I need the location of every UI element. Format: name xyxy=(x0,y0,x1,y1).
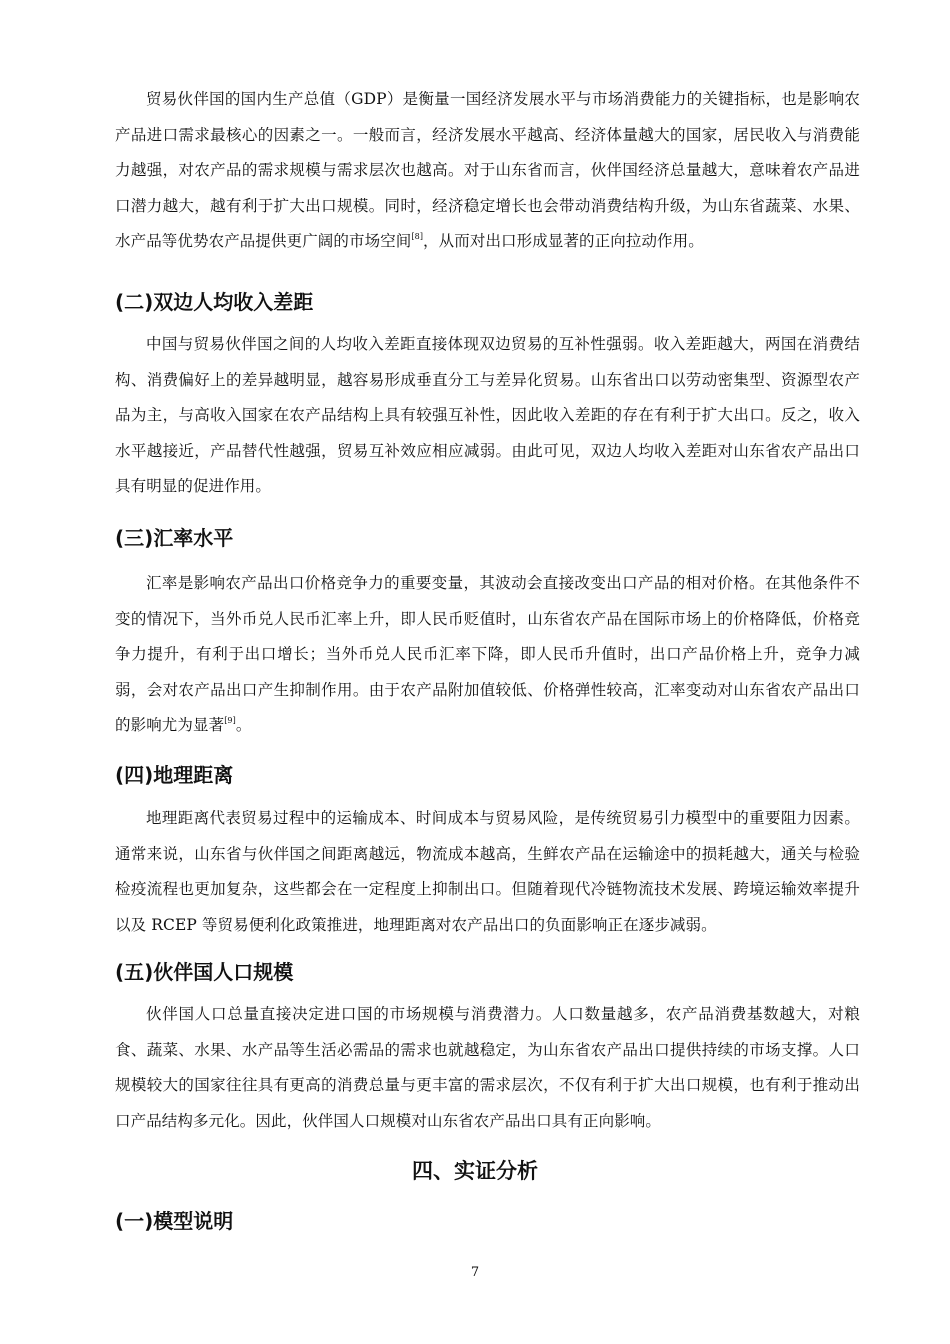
heading-income-gap: (二)双边人均收入差距 xyxy=(115,290,314,314)
heading-exchange-rate: (三)汇率水平 xyxy=(115,526,234,550)
paragraph-income-gap: 中国与贸易伙伴国之间的人均收入差距直接体现双边贸易的互补性强弱。收入差距越大，两国在消费结构、消费偏好上的差异越明显，越容易形成垂直分工与差异化贸易。山东省出口以劳动密集型、资源型农产品为主，与高收入国家在农产品结构上具有较强互补性，因此收入差距的存在有利于扩大出口。反之，收入水平越接近，产品替代性越强，贸易互补效应相应减弱。由此可见，双边人均收入差距对山东省农产品出口具有明显的促进作用。 xyxy=(115,335,860,496)
paragraph-gdp-text-end: ，从而对出口形成显著的正向拉动作用。 xyxy=(423,232,704,251)
heading-geographic-distance: (四)地理距离 xyxy=(115,763,234,787)
paragraph-gdp xyxy=(115,82,860,260)
paragraph-exchange-text: 汇率是影响农产品出口价格竞争力的重要变量，其波动会直接改变出口产品的相对价格。在其他条件不变的情况下，当外币兑人民币汇率上升，即人民币贬值时，山东省农产品在国际市场上的价格降低，价格竞争力提升，有利于出口增长；当外币兑人民币汇率下降，即人民币升值时，出口产品价格上升，竞争力减弱，会对农产品出口产生抑制作用。由于农产品附加值较低、价格弹性较高，汇率变动对山东省农产品出口的影响尤为显著 xyxy=(115,574,860,735)
paragraph-partner-population: 伙伴国人口总量直接决定进口国的市场规模与消费潜力。人口数量越多，农产品消费基数越大，对粮食、蔬菜、水果、水产品等生活必需品的需求也就越稳定，为山东省农产品出口提供持续的市场支撑。人口规模较大的国家往往具有更高的消费总量与更丰富的需求层次，不仅有利于扩大出口规模，也有利于推动出口产品结构多元化。因此，伙伴国人口规模对山东省农产品出口具有正向影响。 xyxy=(115,1005,860,1130)
paragraph-gdp-text: 贸易伙伴国的国内生产总值（GDP）是衡量一国经济发展水平与市场消费能力的关键指标，也是影响农产品进口需求最核心的因素之一。一般而言，经济发展水平越高、经济体量越大的国家，居民收入与消费能力越强，对农产品的需求规模与需求层次也越高。对于山东省而言，伙伴国经济总量越大，意味着农产品进口潜力越大，越有利于扩大出口规模。同时，经济稳定增长也会带动消费结构升级，为山东省蔬菜、水果、水产品等优势农产品提供更广阔的市场空间 xyxy=(115,90,860,251)
page-number: 7 xyxy=(470,1265,480,1280)
citation-8: [8] xyxy=(411,232,424,242)
heading-model-description: (一)模型说明 xyxy=(115,1209,234,1233)
paragraph-geographic-distance: 地理距离代表贸易过程中的运输成本、时间成本与贸易风险，是传统贸易引力模型中的重要阻力因素。通常来说，山东省与伙伴国之间距离越远，物流成本越高，生鲜农产品在运输途中的损耗越大，通关与检验检疫流程也更加复杂，这些都会在一定程度上抑制出口。但随着现代冷链物流技术发展、跨境运输效率提升以及 RCEP 等贸易便利化政策推进，地理距离对农产品出口的负面影响正在逐步减弱。 xyxy=(115,809,860,934)
heading-partner-population: (五)伙伴国人口规模 xyxy=(115,960,294,984)
citation-9: [9] xyxy=(224,716,236,726)
paragraph-exchange-rate xyxy=(115,566,860,744)
paragraph-exchange-text-end: 。 xyxy=(235,716,252,735)
chapter-title-empirical-analysis: 四、实证分析 xyxy=(412,1159,538,1183)
